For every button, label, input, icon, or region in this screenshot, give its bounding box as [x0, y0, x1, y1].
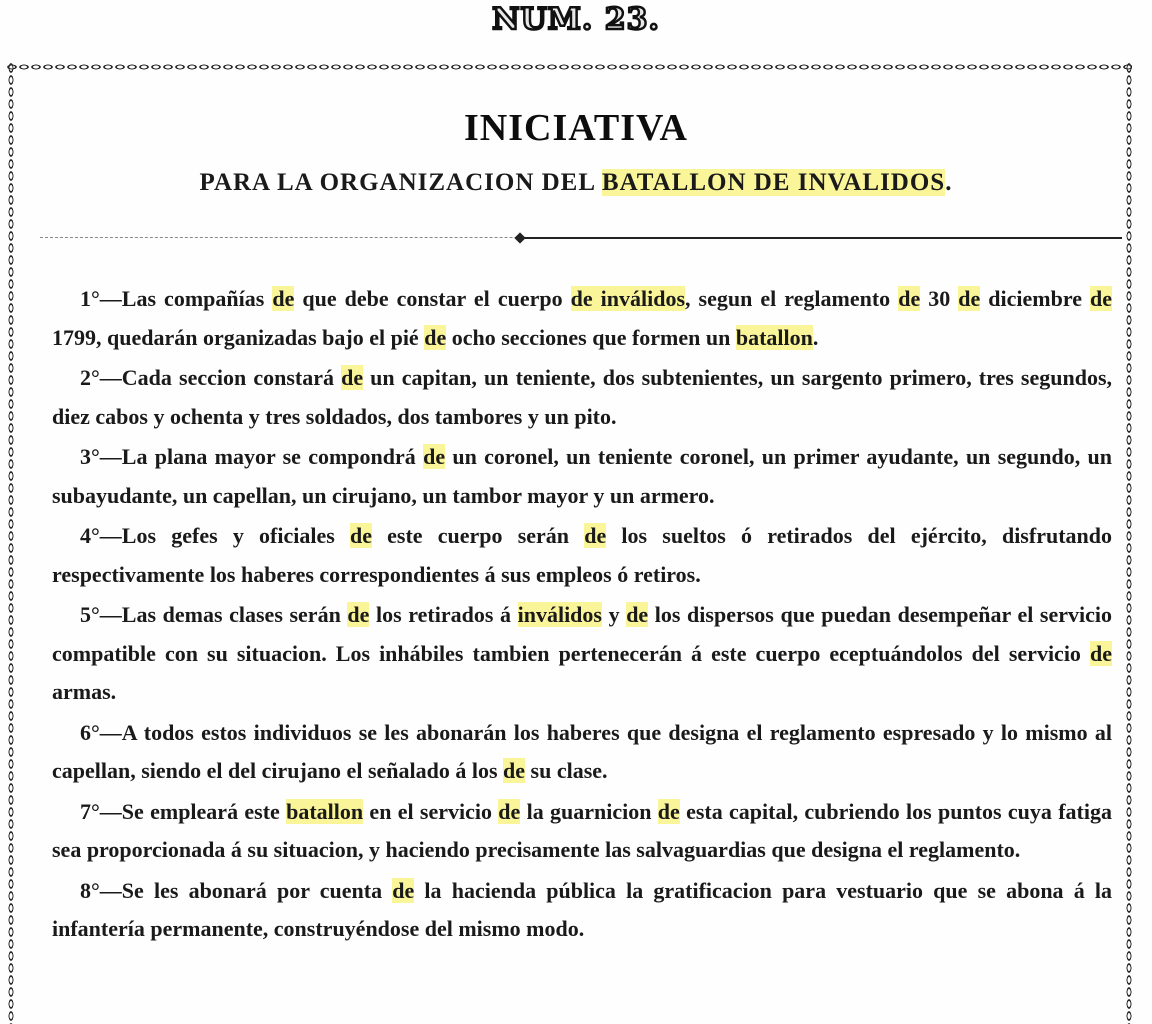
article-7 — [52, 793, 1112, 870]
highlighted-term: de — [423, 444, 446, 469]
subtitle-highlight: BATALLON DE INVALIDOS — [601, 169, 946, 196]
article-text: . — [812, 324, 819, 350]
article-5 — [52, 596, 1112, 712]
border-top — [6, 62, 1132, 72]
article-text: y — [601, 602, 627, 627]
divider-solid-line — [520, 237, 1122, 239]
document-title: INICIATIVA — [464, 107, 688, 149]
highlighted-term: de — [898, 286, 921, 311]
border-left — [6, 62, 16, 1024]
article-text: 8°—Se les abonará por cuenta — [80, 877, 393, 903]
highlighted-term: de — [341, 365, 364, 390]
article-1 — [52, 280, 1112, 357]
article-text: 2°—Cada seccion constará — [80, 365, 342, 390]
article-text: los sueltos ó retirados del ejército, disfrutando respectivamente los haberes correspondientes á sus empleos ó retiros. — [52, 523, 1112, 587]
highlighted-term: de — [1090, 286, 1113, 311]
article-text: la guarnicion — [520, 798, 658, 824]
article-text: 4°—Los gefes y oficiales — [80, 523, 350, 548]
highlighted-term: de — [392, 877, 415, 903]
article-text: armas. — [52, 679, 117, 704]
article-text: 3°—La plana mayor se compondrá — [80, 444, 424, 469]
section-divider — [40, 232, 1122, 244]
page-number-heading: NUM. 23. — [492, 2, 660, 37]
highlighted-term: de — [958, 286, 981, 311]
highlighted-term: de — [272, 286, 295, 311]
highlighted-term: de — [424, 324, 447, 350]
article-text: ocho secciones que formen un — [446, 324, 736, 350]
highlighted-term: de — [503, 758, 526, 783]
divider-ornament-icon — [514, 232, 525, 243]
article-8 — [52, 872, 1112, 949]
highlighted-term: batallon — [735, 324, 813, 350]
article-text: los retirados á — [369, 602, 518, 627]
highlighted-term: de — [347, 602, 370, 627]
article-6 — [52, 714, 1112, 791]
article-text: , segun el reglamento — [685, 286, 899, 311]
article-text: un capitan, un teniente, dos subtenientes, un sargento primero, tres segundos, diez cabos y ochenta y tres soldados, dos tambores y un pito. — [52, 365, 1113, 429]
article-text: la hacienda pública la gratificacion para vestuario que se abona á la infantería permanente, construyéndose del mismo modo. — [52, 877, 1113, 941]
highlighted-term: de — [498, 798, 521, 824]
highlighted-term: de — [349, 523, 372, 548]
article-text: diciembre — [980, 286, 1091, 311]
border-right — [1124, 62, 1134, 1024]
article-text: este cuerpo serán — [371, 523, 585, 548]
document-subtitle — [0, 166, 1152, 200]
article-text: en el servicio — [363, 798, 499, 824]
article-text: 6°—A todos estos individuos se les abonarán los haberes que designa el reglamento espresado y lo mismo al capellan, siendo el del cirujano el señalado á los — [52, 719, 1112, 783]
article-text: 7°—Se empleará este — [80, 798, 287, 824]
subtitle-suffix: . — [945, 169, 953, 196]
article-text: 30 — [920, 286, 959, 311]
article-text: los dispersos que puedan desempeñar el servicio compatible con su situacion. Los inhábiles tambien pertenecerán á este cuerpo eceptuándolos del servicio — [52, 602, 1112, 666]
highlighted-term: de — [1090, 640, 1112, 666]
article-text: un coronel, un teniente coronel, un primer ayudante, un segundo, un subayudante, un capellan, un cirujano, un tambor mayor y un armero. — [52, 444, 1112, 508]
subtitle-prefix: PARA LA ORGANIZACION DEL — [199, 169, 602, 196]
article-4 — [52, 517, 1112, 594]
articles-body — [52, 280, 1112, 951]
article-text: que debe constar el cuerpo — [294, 286, 571, 311]
article-text: su clase. — [525, 758, 608, 783]
highlighted-term: de — [626, 602, 649, 627]
highlighted-term: de inválidos — [570, 286, 686, 311]
highlighted-term: inválidos — [517, 602, 602, 627]
article-text: 1799, quedarán organizadas bajo el pié — [52, 324, 425, 350]
highlighted-term: batallon — [286, 798, 364, 824]
article-text: 1°—Las compañías — [80, 286, 273, 311]
highlighted-term: de — [657, 798, 680, 824]
article-text: 5°—Las demas clases serán — [80, 602, 348, 627]
highlighted-term: de — [584, 523, 607, 548]
article-3 — [52, 438, 1112, 515]
article-text: esta capital, cubriendo los puntos cuya fatiga sea proporcionada á su situacion, y haciendo precisamente las salvaguardias que designa el reglamento. — [52, 798, 1112, 862]
article-2 — [52, 359, 1112, 436]
